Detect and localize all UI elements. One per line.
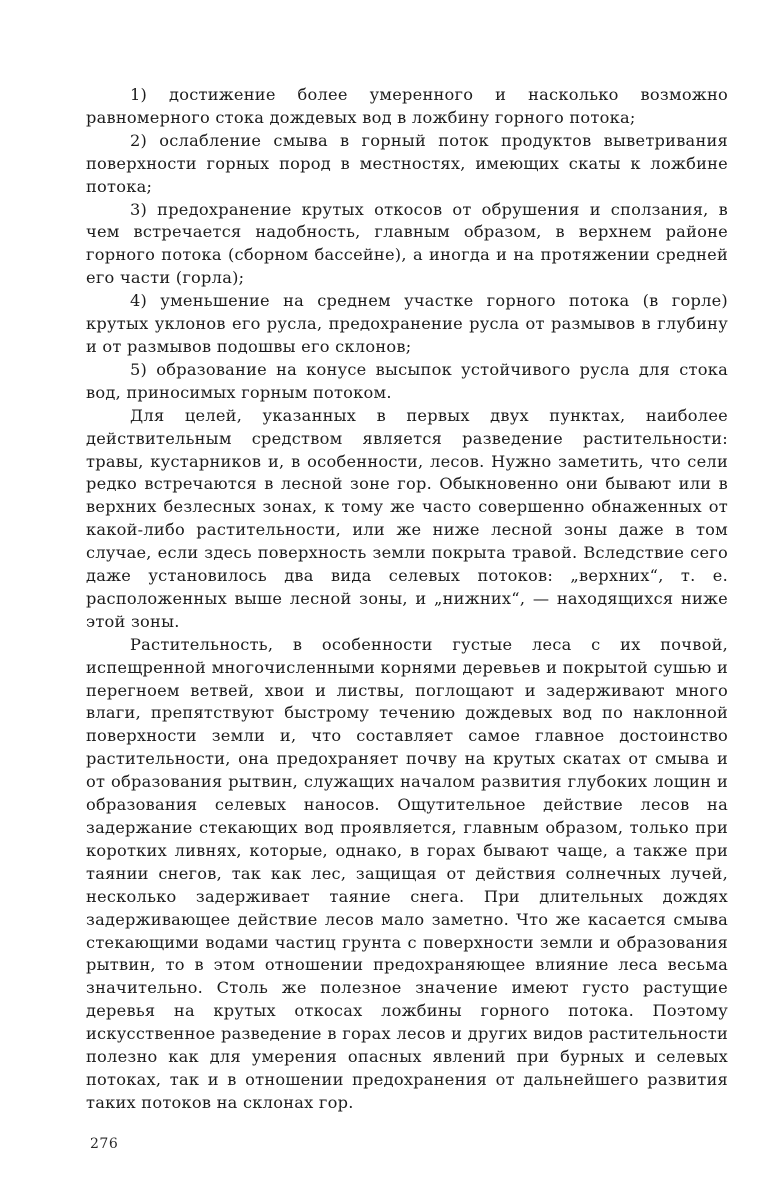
paragraph-list-item-5: 5) образование на конусе высыпок устойчивого русла для стока вод, приносимых горным потоком. xyxy=(86,359,728,402)
paragraph-forest-effects: Растительность, в особенности густые леса с их почвой, испещренной многочисленными корнями деревьев и покрытой сушью и перегноем ветвей, хвои и листвы, поглощают и задерживают много влаги, препятствуют быстрому течению дождевых вод по наклонной поверхности земли и, что составляет самое главное достоинство растительности, она предохраняет почву на крутых скатах от смыва и от образования рытвин, служащих началом развития глубоких лощин и образования селевых наносов. Ощутительное действие лесов на задержание стекающих вод проявляется, главным образом, только при коротких ливнях, которые, однако, в горах бывают чаще, а также при таянии снегов, так как лес, защищая от действия солнечных лучей, несколько задерживает таяние снега. При длительных дождях задерживающее действие лесов мало заметно. Что же касается смыва стекающими водами частиц грунта с поверхности земли и образования рытвин, то в этом отношении предохраняющее влияние леса весьма значительно. Столь же полезное значение имеют густо растущие деревья на крутых откосах ложбины горного потока. Поэтому искусственное разведение в горах лесов и других видов растительности полезно как для умерения опасных явлений при бурных и селевых потоках, так и в отношении предохранения от дальнейшего развития таких потоков на склонах гор. xyxy=(86,634,728,1112)
page-body xyxy=(86,84,728,1115)
paragraph-list-item-4: 4) уменьшение на среднем участке горного потока (в горле) крутых уклонов его русла, предохранение русла от размывов в глубину и от размывов подошвы его склонов; xyxy=(86,291,728,356)
page-number: 276 xyxy=(90,1136,119,1152)
paragraph-list-item-2: 2) ослабление смыва в горный поток продуктов выветривания поверхности горных пород в местностях, имеющих скаты к ложбине потока; xyxy=(86,130,728,196)
paragraph-vegetation-purpose: Для целей, указанных в первых двух пунктах, наиболее действительным средством является разведение растительности: травы, кустарников и, в особенности, лесов. Нужно заметить, что сели редко встречаются в лесной зоне гор. Обыкновенно они бывают или в верхних безлесных зонах, к тому же часто совершенно обнаженных от какой-либо растительности, или же ниже лесной зоны даже в том случае, если здесь поверхность земли покрыта травой. Вследствие сего даже установилось два вида селевых потоков: „верхних“, т. е. расположенных выше лесной зоны, и „нижних“, — находящихся ниже этой зоны. xyxy=(86,405,728,631)
paragraph-list-item-3: 3) предохранение крутых откосов от обрушения и сползания, в чем встречается надобность, главным образом, в верхнем районе горного потока (сборном бассейне), а иногда и на протяжении средней его части (горла); xyxy=(86,199,728,288)
paragraph-list-item-1: 1) достижение более умеренного и насколько возможно равномерного стока дождевых вод в ложбину горного потока; xyxy=(86,85,728,127)
